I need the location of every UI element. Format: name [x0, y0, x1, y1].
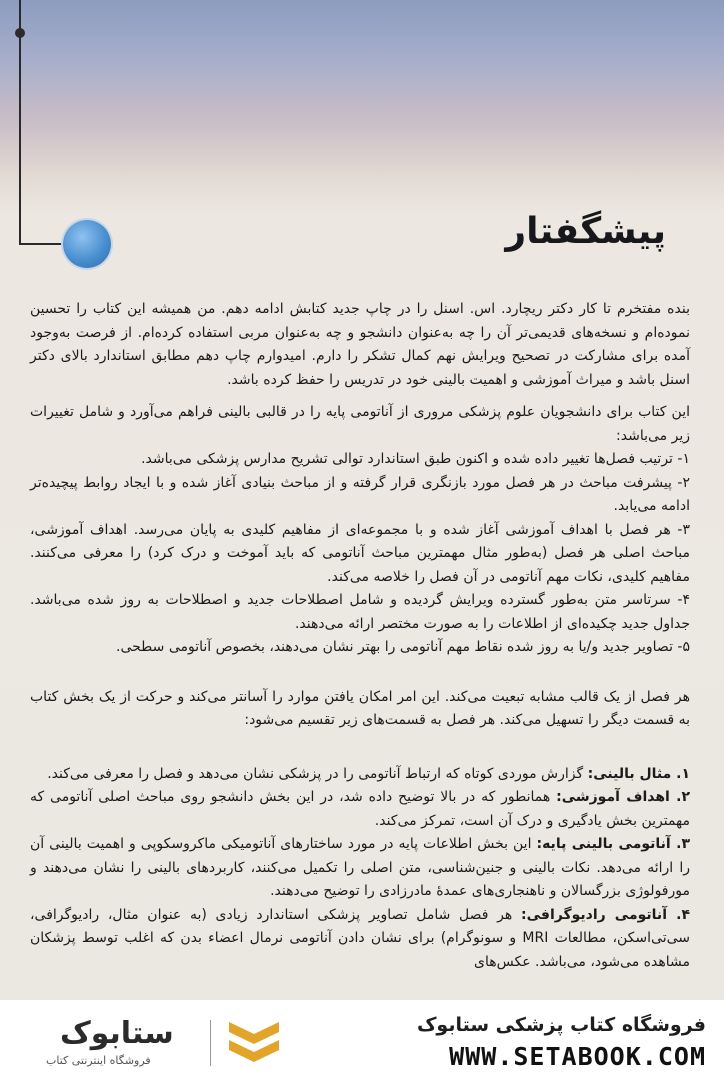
page-title: پیشگفتار — [505, 211, 666, 252]
heading-circle-ornament — [63, 220, 111, 268]
section-label: ۴. آناتومی رادیوگرافی: — [521, 906, 690, 923]
structure-paragraph: هر فصل از یک قالب مشابه تبعیت می‌کند. این امر امکان یافتن موارد را آسانتر می‌کند و حرکت از یک بخش کتاب به قسمت دیگر را تسهیل می‌کند. هر فصل به قسمت‌های زیر تقسیم می‌شود: — [30, 688, 690, 728]
section-text: همانطور که در بالا توضیح داده شد، در این بخش دانشجو روی مباحث اصلی آناتومی که مهمترین بخش یادگیری و درک آن است، تمرکز می‌کند. — [30, 789, 690, 829]
frame-dot — [15, 28, 25, 38]
change-item-3: ۳- هر فصل با اهداف آموزشی آغاز شده و با مجموعه‌ای از مفاهیم کلیدی به پایان می‌رسد. اهداف آموزشی، مباحث اصلی هر فصل (به‌طور مثال مهمترین مباحث آناتومی که باید آموخت و درک کرد) را معرفی می‌کنند. مفاهیم کلیدی، نکات مهم آناتومی در آن فصل را خلاصه می‌کند. — [30, 521, 690, 585]
change-item-1: ۱- ترتیب فصل‌ها تغییر داده شده و اکنون طبق استاندارد توالی تشریح مدارس پزشکی می‌باشد. — [141, 451, 690, 467]
chevron-logo-icon — [225, 1018, 283, 1068]
section-label: ۲. اهداف آموزشی: — [556, 789, 690, 805]
section-item-1 — [30, 763, 690, 787]
section-item-4 — [30, 904, 690, 975]
section-label: ۳. آناتومی بالینی پایه: — [536, 836, 690, 852]
change-item-2: ۲- پیشرفت مباحث در هر فصل مورد بازنگری قرار گرفته و از مباحث بنیادی آغاز شده و با ایجاد روابط پیچیده‌تر ادامه می‌یابد. — [30, 474, 690, 514]
purpose-paragraph: این کتاب برای دانشجویان علوم پزشکی مروری از آناتومی پایه را در قالبی بالینی فراهم می‌آورد و شامل تغییرات زیر می‌باشد: — [30, 404, 690, 444]
section-item-3 — [30, 833, 690, 904]
section-text: گزارش موردی کوتاه که ارتباط آناتومی را در پزشکی نشان می‌دهد و فصل را معرفی می‌کند. — [47, 765, 588, 782]
brand-divider — [210, 1020, 211, 1066]
change-item-5: ۵- تصاویر جدید و/یا به روز شده نقاط مهم آناتومی را بهتر نشان می‌دهند، بخصوص آناتومی سطحی. — [116, 639, 690, 655]
section-text: هر فصل شامل تصاویر پزشکی استاندارد زیادی (به عنوان مثال، رادیوگرافی، سی‌تی‌اسکن، مطالعات MRI و سونوگرام) برای نشان دادن آناتومی نرمال اعضاء بدن که اغلب توسط پزشکان مشاهده می‌شود، می‌باشد. عکس‌های — [30, 906, 690, 970]
store-logo[interactable] — [20, 1014, 290, 1070]
preface-content — [30, 298, 690, 974]
store-url-link[interactable]: WWW.SETABOOK.COM — [449, 1042, 706, 1071]
store-footer — [0, 1000, 724, 1080]
brand-wordmark: ستابوک — [60, 1016, 174, 1051]
section-label: ۱. مثال بالینی: — [587, 765, 690, 782]
intro-paragraph: بنده مفتخرم تا کار دکتر ریچارد. اس. اسنل را در چاپ جدید کتابش ادامه دهم. من همیشه این کتاب را تحسین نموده‌ام و نسخه‌های قدیمی‌تر آن را چه به‌عنوان دانشجو و چه به‌عنوان مربی استفاده کرده‌ام. از فرصت به‌وجود آمده برای مشارکت در تصحیح ویرایش نهم کمال تشکر را دارم. امیدوارم چاپ دهم مطابق استاندارد بالای دکتر اسنل باشد و میراث آموزشی و اهمیت بالینی خود در تدریس را حفظ کرده باشد. — [30, 301, 690, 388]
change-item-4: ۴- سرتاسر متن به‌طور گسترده ویرایش گردیده و شامل اصطلاحات جدید و اصطلاحات به روز شده می‌باشد. جداول جدید چکیده‌ای از اطلاعات را به صورت مختصر ارائه می‌دهند. — [30, 592, 690, 632]
store-name: فروشگاه کتاب پزشکی ستابوک — [416, 1014, 706, 1036]
section-text: این بخش اطلاعات پایه در مورد ساختارهای آناتومیکی ماکروسکوپی و اهمیت بالینی آن را ارائه می‌دهد. نکات بالینی و جنین‌شناسی، متن اصلی را تکمیل می‌کنند، کاربردهای بالینی را نشان می‌دهند و مورفولوژی بزرگسالان و ناهنجاری‌های عمدهٔ مادرزادی را توضیح می‌دهند. — [30, 836, 690, 899]
section-item-2 — [30, 786, 690, 833]
brand-tagline: فروشگاه اینترنتی کتاب — [46, 1054, 151, 1067]
